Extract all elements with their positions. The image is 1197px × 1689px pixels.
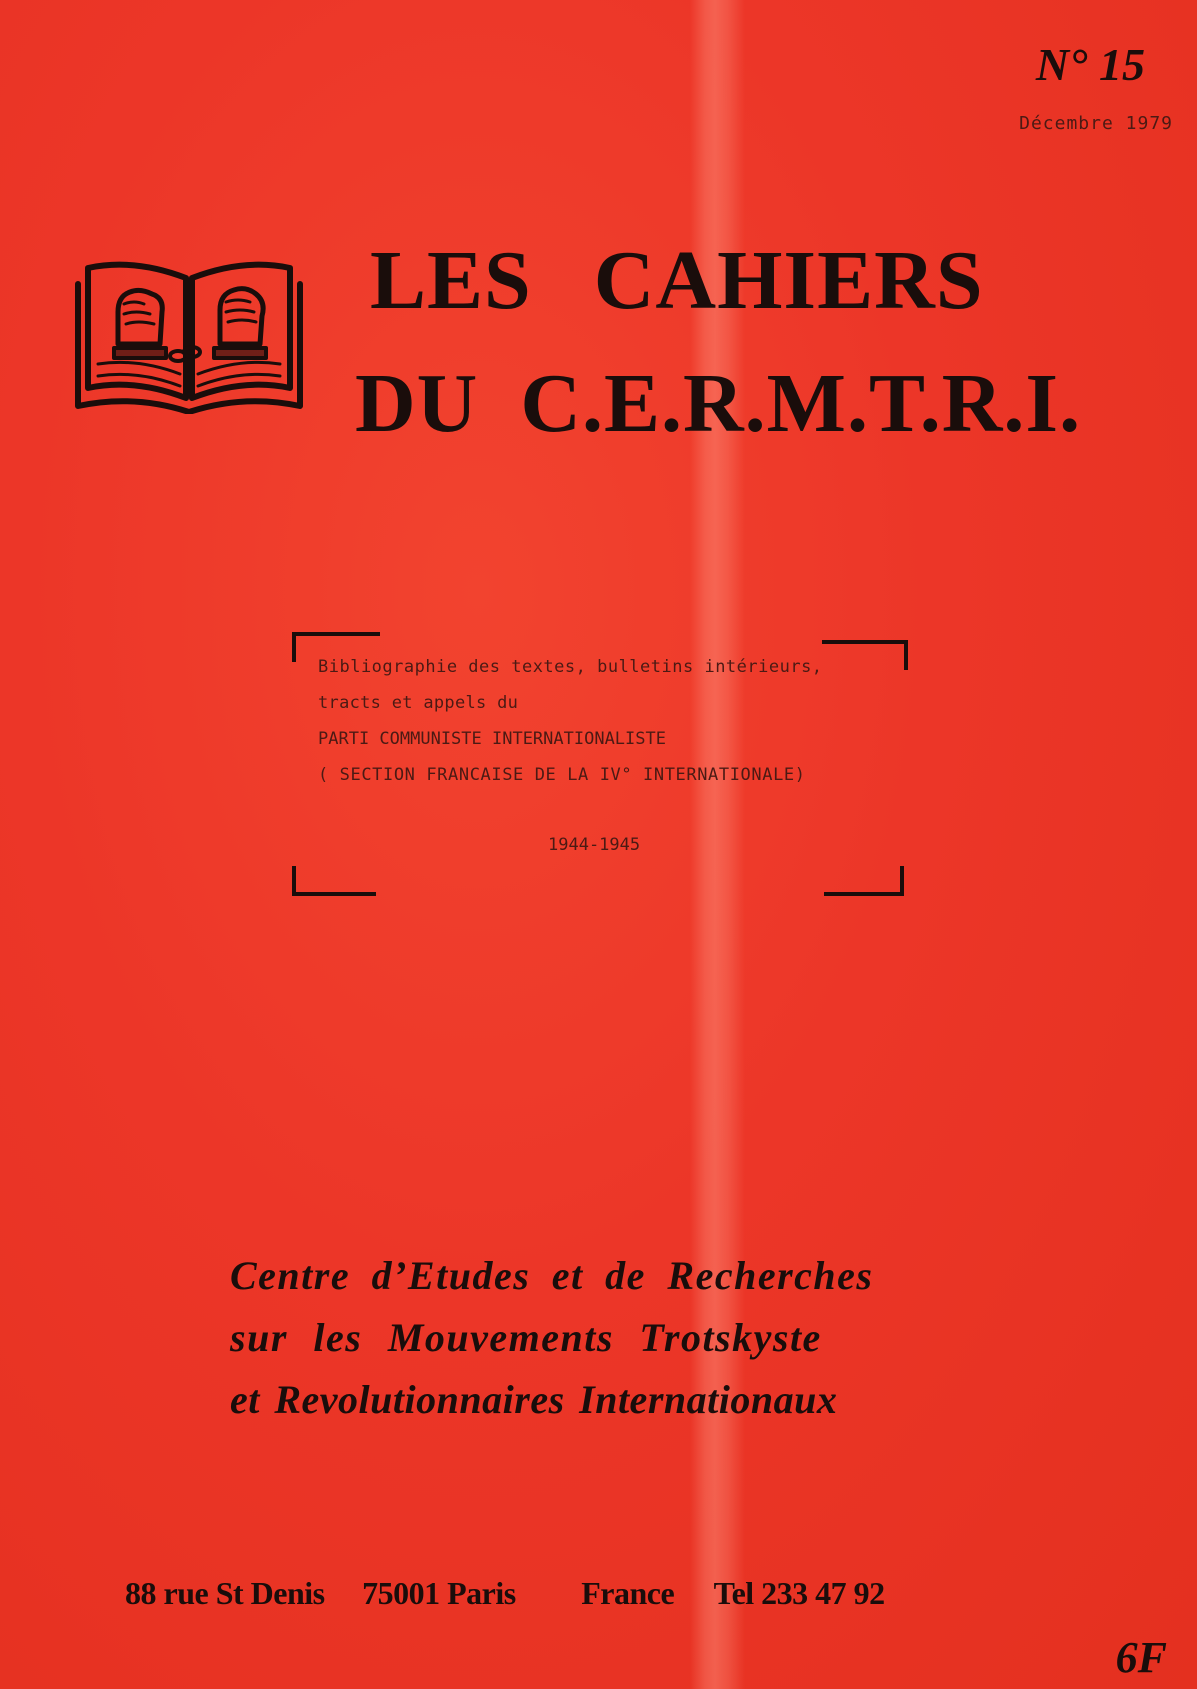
title-line-1: LES CAHIERS — [370, 234, 984, 327]
bibliography-line: tracts et appels du — [318, 693, 519, 713]
centre-name-line: sur les Mouvements Trotskyste — [230, 1315, 822, 1360]
bibliography-line: PARTI COMMUNISTE INTERNATIONALISTE — [318, 729, 666, 749]
issue-number: N° 15 — [1035, 39, 1145, 90]
address-line — [125, 1575, 885, 1612]
address-city: 75001 Paris — [362, 1575, 516, 1611]
centre-name-line: Centre d’Etudes et de Recherches — [230, 1253, 874, 1298]
bracket-bottom-left — [292, 866, 376, 896]
bibliography-line: Bibliographie des textes, bulletins intérieurs, — [318, 657, 823, 677]
price: 6F — [1115, 1633, 1167, 1682]
bibliography-years: 1944-1945 — [548, 835, 641, 855]
issue-date: Décembre 1979 — [1019, 113, 1173, 134]
bracket-top-right — [822, 640, 908, 670]
centre-name-line: et Revolutionnaires Internationaux — [230, 1377, 838, 1422]
address-country: France — [581, 1575, 675, 1611]
title-line-2: DU C.E.R.M.T.R.I. — [355, 357, 1082, 450]
open-book-with-raised-fists-icon — [74, 248, 304, 414]
address-street: 88 rue St Denis — [125, 1575, 325, 1611]
bibliography-line: ( SECTION FRANCAISE DE LA IV° INTERNATIONALE) — [318, 765, 806, 785]
bracket-bottom-right — [824, 866, 904, 896]
address-phone: Tel 233 47 92 — [713, 1575, 885, 1611]
